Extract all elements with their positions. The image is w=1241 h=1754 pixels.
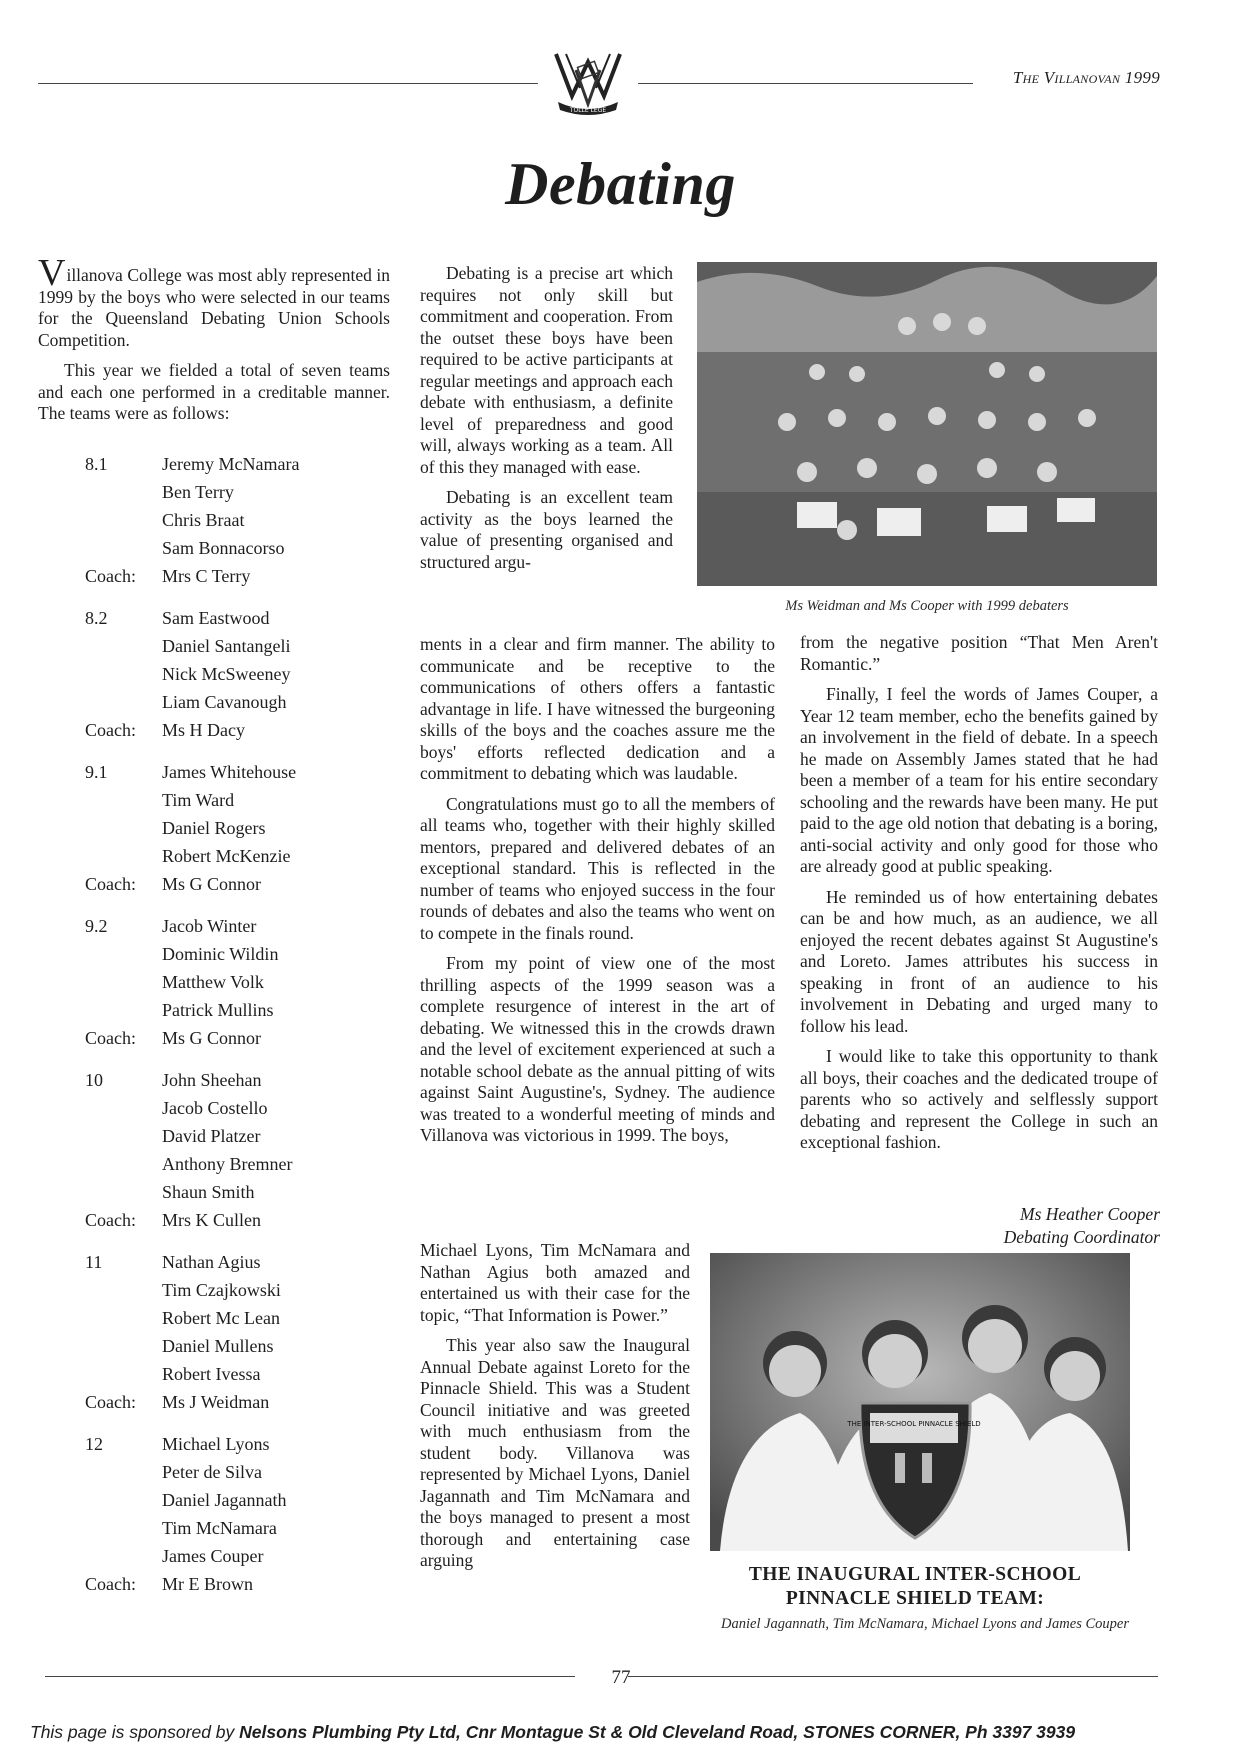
team-member: Daniel Rogers <box>162 818 266 838</box>
college-crest-logo <box>552 50 624 116</box>
team-row <box>85 912 375 940</box>
coach-row <box>85 562 375 590</box>
team-member: Matthew Volk <box>162 972 264 992</box>
team-row <box>85 660 375 688</box>
right-text <box>800 632 1158 1163</box>
team-member: Patrick Mullins <box>162 1000 274 1020</box>
team-member: John Sheehan <box>162 1070 262 1090</box>
team-member: David Platzer <box>162 1126 261 1146</box>
team-row <box>85 1150 375 1178</box>
sponsor-line <box>30 1722 1230 1743</box>
team-row <box>85 968 375 996</box>
debaters-photo-caption: Ms Weidman and Ms Cooper with 1999 debaters <box>785 598 1069 614</box>
shield-heading-line-2: PINNACLE SHIELD TEAM: <box>785 1588 1045 1609</box>
team-member: Robert Ivessa <box>162 1364 261 1384</box>
coach-name: Ms J Weidman <box>162 1392 270 1412</box>
team-row <box>85 604 375 632</box>
coach-name: Ms G Connor <box>162 874 262 894</box>
team-row <box>85 940 375 968</box>
svg-text:TOLLE LEGE: TOLLE LEGE <box>569 107 607 114</box>
team-member: Jacob Costello <box>162 1098 268 1118</box>
team-row <box>85 1430 375 1458</box>
team-row <box>85 506 375 534</box>
team-number: 9.2 <box>85 916 108 936</box>
team-row <box>85 1066 375 1094</box>
team-row <box>85 1178 375 1206</box>
team-member: Tim Ward <box>162 790 235 810</box>
team-number: 11 <box>85 1252 103 1272</box>
middle-paragraph-3: Congratulations must go to all the members of all teams who, together with their highly skilled mentors, prepared and delivered debates of an exceptional standard. This is reflected in the number of teams who enjoyed success in the four rounds of debates and also the teams who went on to compete in the finals round. <box>420 793 775 943</box>
right-paragraph-1: from the negative position “That Men Aren't Romantic.” <box>800 632 1158 674</box>
debaters-group-photo <box>697 262 1157 586</box>
author-role: Debating Coordinator <box>1003 1227 1160 1247</box>
middle-paragraph-2a: Debating is an excellent team activity as the boys learned the value of presenting organised and structured argu- <box>420 487 673 572</box>
debaters-group-photo-drawing <box>697 262 1157 586</box>
sponsor-details: Nelsons Plumbing Pty Ltd, Cnr Montague St & Old Cleveland Road, STONES CORNER, Ph 3397 3939 <box>239 1722 1076 1742</box>
team-row <box>85 786 375 814</box>
team-row <box>85 1332 375 1360</box>
team-row <box>85 1486 375 1514</box>
coach-row <box>85 1206 375 1234</box>
team-8-2 <box>85 604 375 744</box>
team-8-1 <box>85 450 375 590</box>
coach-label: Coach: <box>85 874 136 894</box>
team-member: Tim McNamara <box>162 1518 277 1538</box>
team-member: James Couper <box>162 1546 264 1566</box>
coach-label: Coach: <box>85 1210 136 1230</box>
team-member: Jeremy McNamara <box>162 454 300 474</box>
shield-heading-line-1: THE INAUGURAL INTER-SCHOOL <box>748 1564 1082 1585</box>
team-9-1 <box>85 758 375 898</box>
middle-paragraph-4a: From my point of view one of the most thrilling aspects of the 1999 season was a complete resurgence of interest in the art of debating. We witnessed this in the crowds drawn and the level of excitement experienced at such a notable school debate as the annual pitting of wits against Saint Augustine's, Sydney. The audience was treated to a wonderful meeting of minds and Villanova was victorious in 1999. The boys, <box>420 953 775 1145</box>
coach-row <box>85 1570 375 1598</box>
coach-name: Mrs C Terry <box>162 566 251 586</box>
team-number: 9.1 <box>85 762 108 782</box>
pinnacle-shield-team-photo <box>710 1253 1130 1551</box>
middle-paragraph-4b: Michael Lyons, Tim McNamara and Nathan Agius both amazed and entertained us with their case for the topic, “That Information is Power.” <box>420 1240 690 1325</box>
team-member: Robert McKenzie <box>162 846 291 866</box>
team-member: Dominic Wildin <box>162 944 279 964</box>
coach-name: Mr E Brown <box>162 1574 253 1594</box>
shield-inscription: THE INTER-SCHOOL PINNACLE SHIELD <box>847 1420 981 1428</box>
coach-row <box>85 870 375 898</box>
teams-list <box>85 450 375 1612</box>
middle-paragraph-1: Debating is a precise art which requires not only skill but commitment and cooperation. From the outset these boys have been required to be active participants at regular meetings and approach each debate with enthusiasm, a definite level of preparedness and good will, always working as a team. All of this they managed with ease. <box>420 263 673 477</box>
coach-name: Mrs K Cullen <box>162 1210 261 1230</box>
coach-name: Ms H Dacy <box>162 720 245 740</box>
team-member: Anthony Bremner <box>162 1154 293 1174</box>
coach-name: Ms G Connor <box>162 1028 262 1048</box>
coach-label: Coach: <box>85 1028 136 1048</box>
author-signature <box>860 1203 1160 1249</box>
team-member: Tim Czajkowski <box>162 1280 281 1300</box>
footer-rule-right <box>628 1676 1158 1677</box>
coach-label: Coach: <box>85 1574 136 1594</box>
team-row <box>85 1304 375 1332</box>
team-row <box>85 1360 375 1388</box>
author-name: Ms Heather Cooper <box>1020 1204 1160 1224</box>
team-row <box>85 1122 375 1150</box>
team-number: 10 <box>85 1070 103 1090</box>
team-row <box>85 450 375 478</box>
team-row <box>85 1458 375 1486</box>
team-member: Chris Braat <box>162 510 245 530</box>
team-member: Daniel Mullens <box>162 1336 274 1356</box>
team-row <box>85 1276 375 1304</box>
sponsor-prefix: This page is sponsored by <box>30 1722 235 1742</box>
team-member: Daniel Jagannath <box>162 1490 287 1510</box>
team-row <box>85 758 375 786</box>
team-member: Liam Cavanough <box>162 692 287 712</box>
middle-paragraph-2b: ments in a clear and firm manner. The ability to communicate and be receptive to the communications of others offers a fantastic advantage in life. I have witnessed the burgeoning skills of the boys and the coaches assure me the boys' efforts reflected dedication and a commitment to debating which was laudable. <box>420 634 775 783</box>
right-paragraph-4: I would like to take this opportunity to thank all boys, their coaches and the dedicated troupe of parents who so actively and selflessly support debating and represent the College in such an exceptional fashion. <box>800 1046 1158 1152</box>
footer-rule-left <box>45 1676 575 1677</box>
team-10 <box>85 1066 375 1234</box>
drop-cap: V <box>38 252 66 294</box>
page-title: Debating <box>505 151 736 217</box>
team-11 <box>85 1248 375 1416</box>
intro-text <box>38 252 390 434</box>
coach-row <box>85 1024 375 1052</box>
team-row <box>85 632 375 660</box>
team-12 <box>85 1430 375 1598</box>
shield-team-caption: Daniel Jagannath, Tim McNamara, Michael Lyons and James Couper <box>721 1616 1129 1632</box>
team-member: Robert Mc Lean <box>162 1308 280 1328</box>
team-member: Jacob Winter <box>162 916 257 936</box>
team-member: Michael Lyons <box>162 1434 270 1454</box>
header-rule-right <box>638 83 973 84</box>
team-number: 12 <box>85 1434 103 1454</box>
team-member: Peter de Silva <box>162 1462 262 1482</box>
shield-team-heading <box>700 1563 1130 1611</box>
team-row <box>85 688 375 716</box>
coach-label: Coach: <box>85 566 136 586</box>
page-number: 77 <box>611 1667 631 1688</box>
team-member: James Whitehouse <box>162 762 297 782</box>
running-header: The Villanovan 1999 <box>1012 68 1160 87</box>
team-row <box>85 996 375 1024</box>
team-9-2 <box>85 912 375 1052</box>
pinnacle-shield-team-photo-drawing <box>710 1253 1130 1551</box>
intro-paragraph-2: This year we fielded a total of seven teams and each one performed in a creditable manner. The teams were as follows: <box>38 360 390 423</box>
team-member: Nick McSweeney <box>162 664 291 684</box>
team-member: Shaun Smith <box>162 1182 255 1202</box>
team-member: Sam Eastwood <box>162 608 270 628</box>
middle-text-bottom <box>420 1240 690 1581</box>
middle-paragraph-5: This year also saw the Inaugural Annual Debate against Loreto for the Pinnacle Shield. This was a Student Council initiative and was greeted with much enthusiasm from the student body. Villanova was represented by Michael Lyons, Daniel Jagannath and Tim McNamara and the boys managed to present a most thorough and entertaining case arguing <box>420 1335 690 1570</box>
team-number: 8.2 <box>85 608 108 628</box>
team-row <box>85 1542 375 1570</box>
middle-text-center <box>420 634 775 1147</box>
team-row <box>85 814 375 842</box>
team-row <box>85 1094 375 1122</box>
team-row <box>85 842 375 870</box>
team-member: Sam Bonnacorso <box>162 538 285 558</box>
team-row <box>85 478 375 506</box>
team-row <box>85 534 375 562</box>
header-rule-left <box>38 83 538 84</box>
team-number: 8.1 <box>85 454 108 474</box>
team-member: Nathan Agius <box>162 1252 261 1272</box>
team-row <box>85 1248 375 1276</box>
middle-text-top <box>420 263 673 573</box>
coach-label: Coach: <box>85 720 136 740</box>
right-paragraph-2: Finally, I feel the words of James Couper, a Year 12 team member, echo the benefits gained by an involvement in the field of debate. In a speech he made on Assembly James stated that he had been a member of a team for his entire secondary schooling and the rewards have been many. He put paid to the age old notion that debating is a boring, anti-social activity and only good for those who are already good at public speaking. <box>800 684 1158 876</box>
right-paragraph-3: He reminded us of how entertaining debates can be and how much, as an audience, we all enjoyed the recent debates against St Augustine's and Loreto. James attributes his success in speaking in front of an audience to his involvement in Debating and urged many to follow his lead. <box>800 886 1158 1036</box>
team-row <box>85 1514 375 1542</box>
coach-row <box>85 1388 375 1416</box>
intro-paragraph-1: Villanova College was most ably represented in 1999 by the boys who were selected in our teams for the Queensland Debating Union Schools Competition. <box>38 252 390 350</box>
coach-label: Coach: <box>85 1392 136 1412</box>
team-member: Daniel Santangeli <box>162 636 291 656</box>
coach-row <box>85 716 375 744</box>
team-member: Ben Terry <box>162 482 234 502</box>
